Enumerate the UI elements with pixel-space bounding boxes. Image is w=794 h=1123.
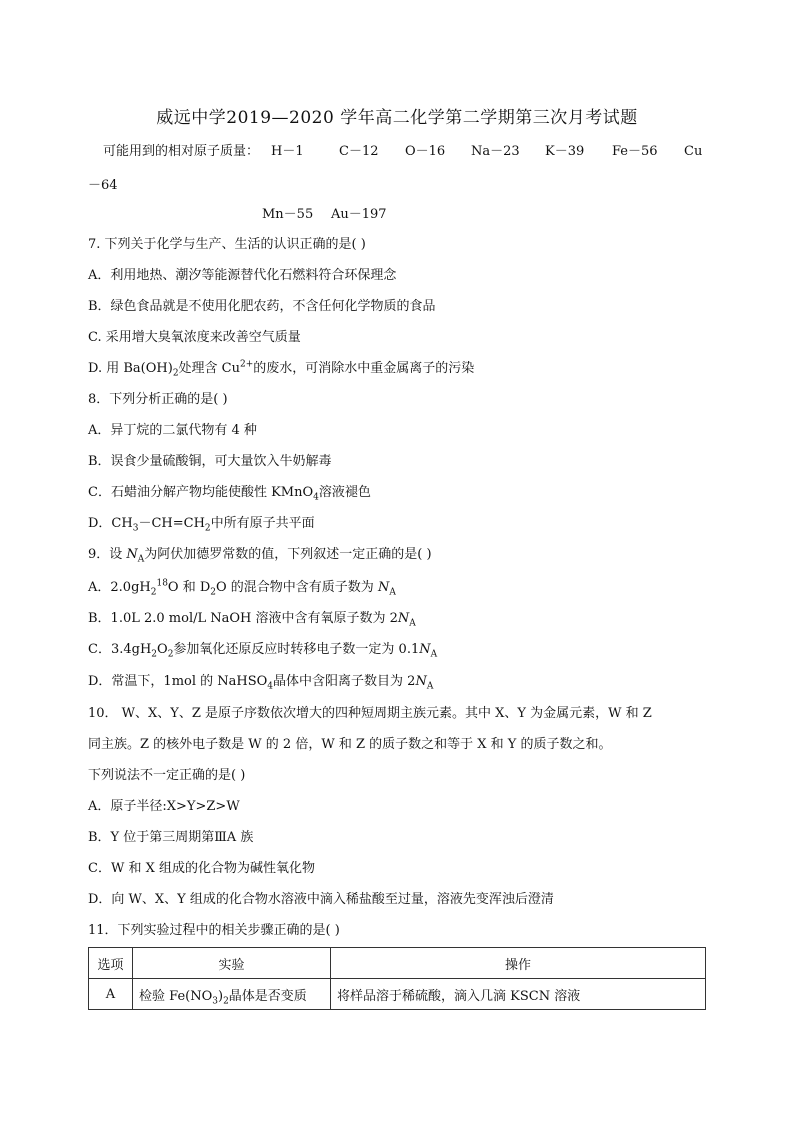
mass-o: O－16: [405, 144, 446, 159]
q8-option-c: C．石蜡油分解产物均能使酸性 KMnO$_4$溶液褪色: [88, 485, 371, 503]
q8-stem: 8．下列分析正确的是( ): [88, 392, 228, 407]
table-row: [89, 979, 706, 1010]
mass-h: H－1: [271, 144, 304, 159]
q10-option-c: C．W 和 X 组成的化合物为碱性氧化物: [88, 861, 315, 876]
q7-option-a: A．利用地热、潮汐等能源替代化石燃料符合环保理念: [88, 268, 397, 283]
row-option-label: A: [89, 979, 133, 1010]
q8-option-a: A．异丁烷的二氯代物有 4 种: [88, 423, 257, 438]
row-operation: 将样品溶于稀硫酸，滴入几滴 KSCN 溶液: [331, 979, 706, 1010]
q7-option-b: B．绿色食品就是不使用化肥农药，不含任何化学物质的食品: [88, 299, 436, 314]
header-experiment: 实验: [133, 948, 331, 979]
mass-c: C－12: [339, 144, 379, 159]
mass-k: K－39: [545, 144, 585, 159]
q10-stem-line3: 下列说法不一定正确的是( ): [88, 768, 246, 783]
mass-fe: Fe－56: [612, 144, 658, 159]
q7-option-c: C. 采用增大臭氧浓度来改善空气质量: [88, 330, 301, 345]
q7-stem: 7. 下列关于化学与生产、生活的认识正确的是( ): [88, 237, 366, 252]
q11-table: [88, 947, 706, 1010]
q11-stem: 11．下列实验过程中的相关步骤正确的是( ): [88, 923, 340, 938]
q9-option-a: A．$2.0gH_2^{18}O$ 和 $D_2O$ 的混合物中含有质子数为 $N_A$: [88, 578, 396, 598]
q8-option-d: D．$CH_3-CH=CH_2$中所有原子共平面: [88, 516, 315, 534]
mass-au: Au－197: [331, 207, 387, 222]
table-header-row: [89, 948, 706, 979]
header-operation: 操作: [331, 948, 706, 979]
masses-label: 可能用到的相对原子质量：: [103, 144, 260, 159]
q10-stem-line2: 同主族。Z 的核外电子数是 W 的 2 倍，W 和 Z 的质子数之和等于 X 和 Y 的质子数之和。: [88, 737, 612, 752]
q9-option-c: C．$3.4gH_2O_2$参加氧化还原反应时转移电子数一定为 $0.1N_A$: [88, 642, 438, 660]
q10-stem-line1: 10． W、X、Y、Z 是原子序数依次增大的四种短周期主族元素。其中 X、Y 为金属元素，W 和 Z: [88, 706, 652, 721]
mass-cu: Cu: [684, 144, 703, 159]
mass-cu-value: －64: [88, 178, 118, 193]
header-option: 选项: [89, 948, 133, 979]
q8-option-b: B．误食少量硫酸铜，可大量饮入牛奶解毒: [88, 454, 332, 469]
q10-option-b: B．Y 位于第三周期第ⅢA 族: [88, 830, 254, 845]
mass-mn: Mn－55: [262, 207, 314, 222]
mass-na: Na－23: [471, 144, 520, 159]
q10-option-d: D．向 W、X、Y 组成的化合物水溶液中滴入稀盐酸至过量，溶液先变浑浊后澄清: [88, 892, 554, 907]
q9-option-b: B．1.0L 2.0 mol/L NaOH 溶液中含有氧原子数为 $2N_A$: [88, 611, 416, 629]
row-experiment: 检验 $Fe(NO_3)_2$晶体是否变质: [133, 979, 331, 1010]
q10-option-a: A．原子半径:X>Y>Z>W: [88, 799, 240, 814]
page-title: 威远中学2019—2020 学年高二化学第二学期第三次月考试题: [156, 108, 638, 128]
q9-stem: 9．设 $N_A$为阿伏加德罗常数的值，下列叙述一定正确的是( ): [88, 547, 432, 565]
q9-option-d: D．常温下，1mol 的 NaHSO$_4$晶体中含阳离子数目为 $2N_A$: [88, 674, 434, 692]
q7-option-d: D. 用 $Ba(OH)_2$处理含 $Cu^{2+}$的废水，可消除水中重金属离子的污染: [88, 359, 475, 379]
